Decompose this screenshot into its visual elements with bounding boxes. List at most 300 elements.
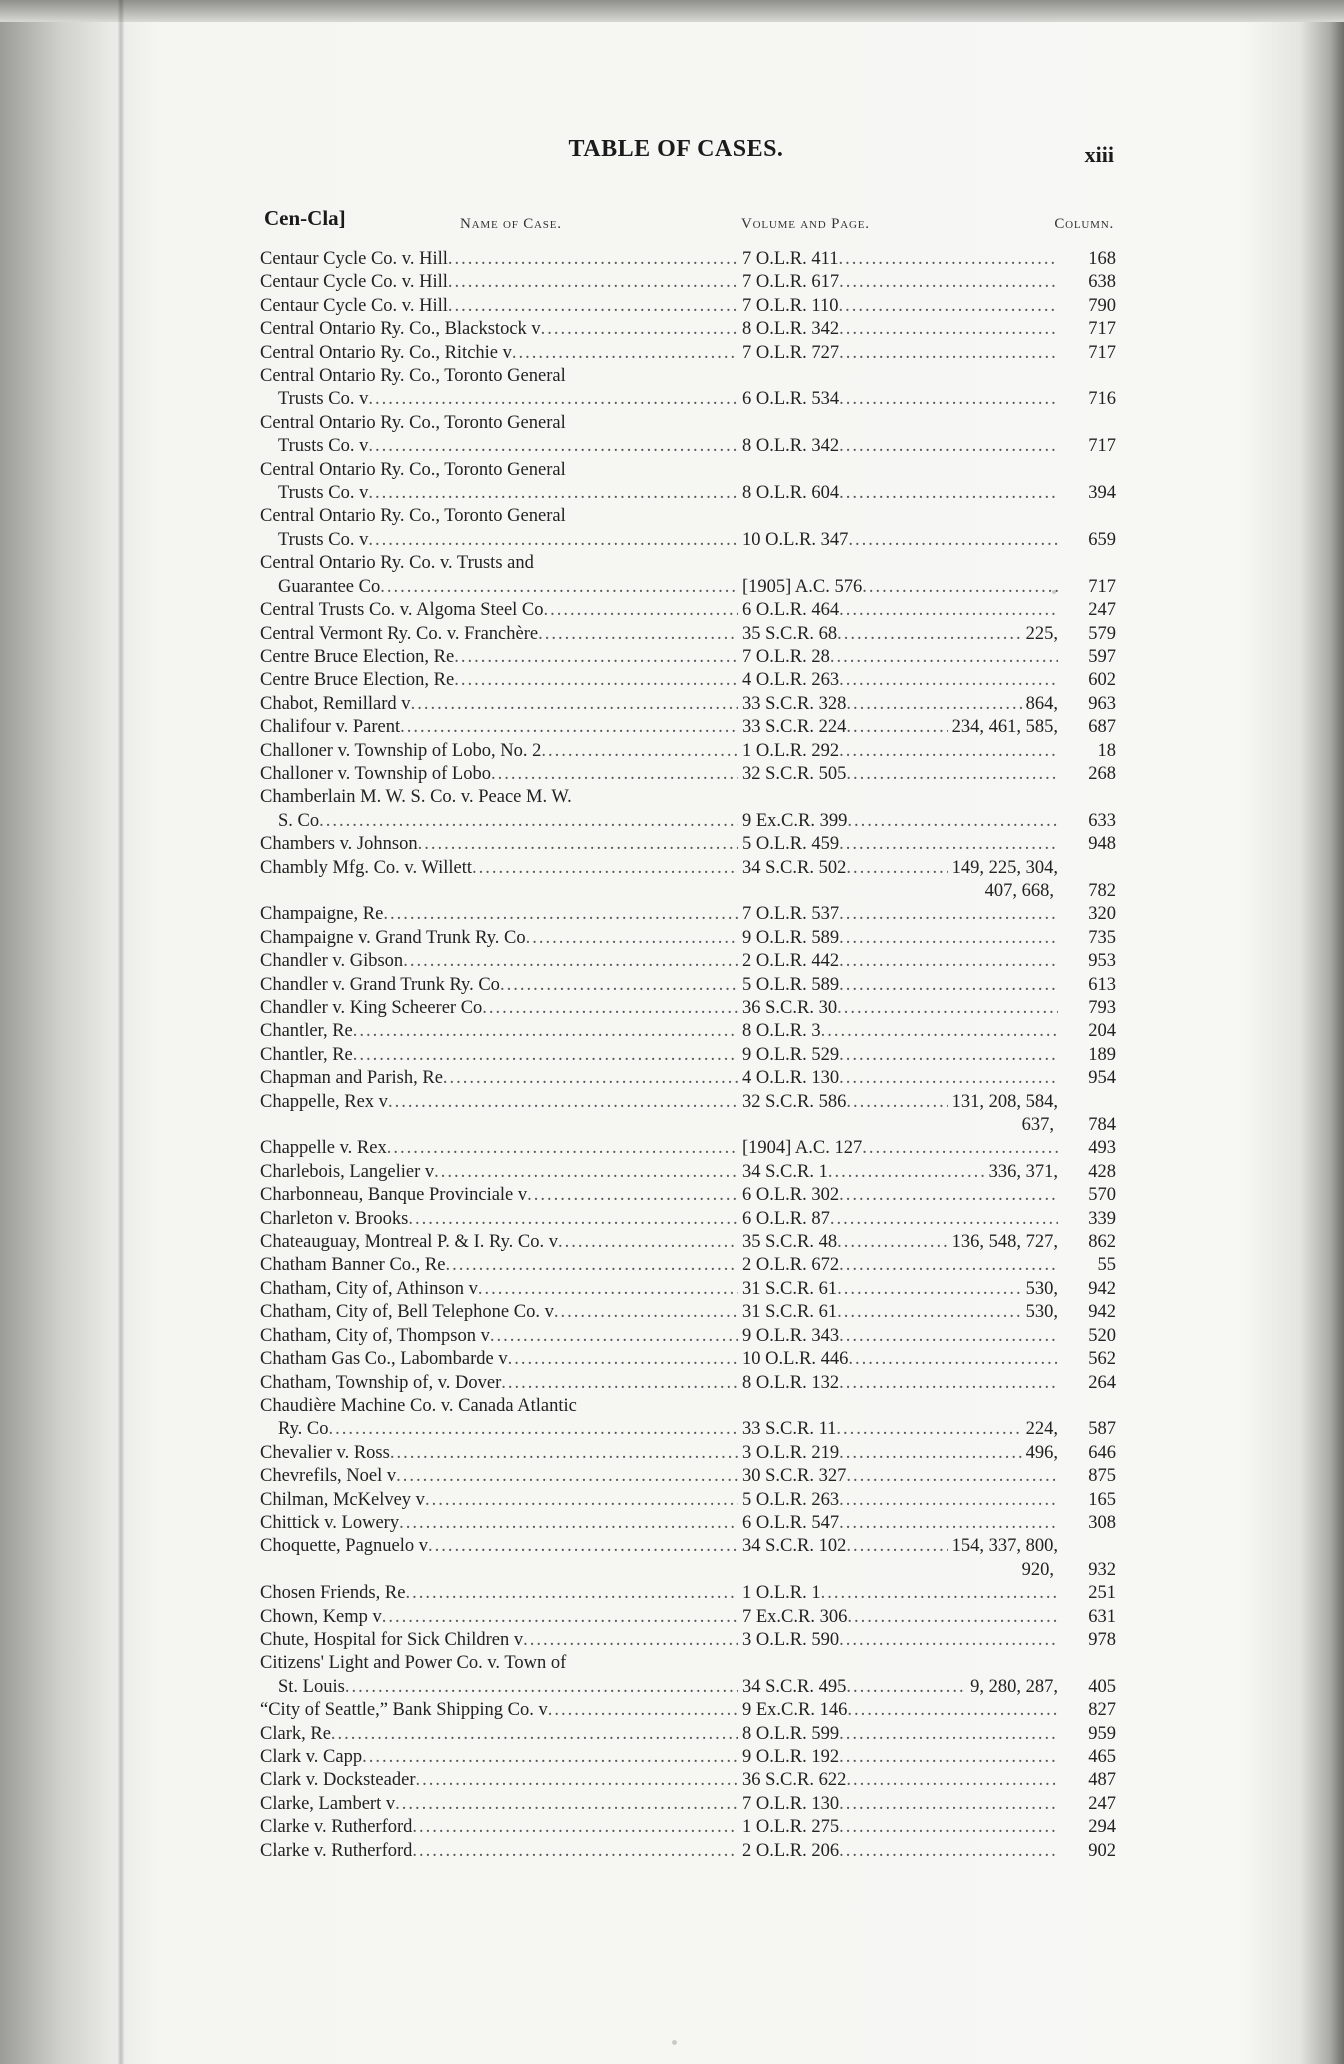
reference-main [742,1512,1058,1535]
reference-block [738,950,1116,973]
additional-columns: 530, [1025,1278,1058,1299]
volume-and-page: 8 O.L.R. 342 [742,436,840,457]
case-name-block [260,1395,738,1442]
reference-line [742,1465,1058,1488]
case-name-line [260,1793,738,1816]
case-name-cont-text: Trusts Co. v [278,529,369,550]
case-name-block [260,1606,738,1629]
additional-columns-continuation: 920, [1021,1559,1054,1580]
additional-columns: 9, 280, 287, [970,1676,1058,1697]
case-name-text: Clark, Re [260,1723,331,1744]
reference-main [742,927,1058,950]
reference-block [738,1067,1116,1090]
case-entry [236,927,1116,950]
case-entry [236,1489,1116,1512]
reference-block [738,1629,1116,1652]
reference-main [742,1816,1058,1839]
case-name-cont-text: Trusts Co. v [278,389,369,410]
reference-main [742,1746,1058,1769]
additional-columns: 225, [1025,623,1058,644]
reference-main [742,833,1058,856]
dot-leader [838,248,1058,271]
case-name-line [260,342,738,365]
dot-leader [839,1746,1058,1769]
reference-main [742,248,1058,271]
column-headers [236,202,1116,248]
dot-leader [472,858,738,878]
dot-leader [399,1513,738,1533]
column-number: 602 [1088,670,1116,691]
volume-and-page: 9 Ex.C.R. 146 [742,1700,848,1721]
dot-leader [839,1816,1058,1839]
volume-and-page: 8 O.L.R. 132 [742,1372,840,1393]
dot-leader [368,436,738,456]
volume-and-page: 34 S.C.R. 502 [742,857,847,878]
reference-main [742,646,1058,669]
case-name-block [260,623,738,646]
reference-line [742,1699,1058,1722]
dot-leader [554,1302,738,1322]
reference-main [742,974,1058,997]
reference-line [742,903,1058,926]
case-name-text: Chappelle v. Rex [260,1138,387,1159]
reference-block [738,1137,1116,1160]
case-entry [236,763,1116,786]
volume-and-page: 31 S.C.R. 61 [742,1278,838,1299]
case-name-text: Chatham Banner Co., Re [260,1255,446,1276]
column-number: 55 [1097,1255,1116,1276]
case-name-block [260,1699,738,1722]
column-number: 784 [1088,1115,1116,1136]
column-number: 717 [1088,342,1116,363]
reference-line [742,1489,1058,1512]
dot-leader [839,1184,1058,1207]
case-entry [236,693,1116,716]
case-name-text: Central Vermont Ry. Co. v. Franchère [260,623,539,644]
volume-and-page: 2 O.L.R. 672 [742,1255,840,1276]
case-name-line [260,459,738,482]
case-name-text: Clarke v. Rutherford [260,1817,413,1838]
case-entry [236,1184,1116,1207]
case-name-block [260,646,738,669]
case-name-cont-text: Ry. Co [278,1419,329,1440]
case-name-line [260,1723,738,1746]
dot-leader [839,318,1058,341]
case-name-continuation [260,435,738,458]
case-name-line [260,1325,738,1348]
dot-leader [382,1607,738,1627]
column-number: 168 [1088,249,1116,269]
case-name-block [260,903,738,926]
reference-block [738,318,1116,341]
reference-main [742,1254,1058,1277]
reference-main [742,1489,1058,1512]
volume-and-page: 9 O.L.R. 529 [742,1044,840,1065]
additional-columns: 496, [1025,1442,1058,1463]
reference-block [738,1582,1116,1605]
column-number: 717 [1088,576,1116,597]
column-number: 18 [1097,740,1116,761]
book-page [236,130,1116,1863]
reference-line [742,1769,1058,1792]
case-name-block [260,412,738,459]
column-number: 948 [1088,834,1116,855]
column-number: 613 [1088,974,1116,995]
case-name-line [260,1231,738,1254]
reference-block [738,1325,1116,1348]
column-number: 570 [1088,1185,1116,1206]
case-name-block [260,552,738,599]
dot-leader [353,1021,738,1041]
volume-and-page: [1905] A.C. 576 [742,576,863,597]
case-entry [236,1699,1116,1722]
reference-line [742,1254,1058,1277]
case-name-continuation [260,529,738,552]
case-name-line [260,1161,738,1184]
case-entry [236,505,1116,552]
case-entry [236,1254,1116,1277]
volume-and-page: 7 O.L.R. 28 [742,646,830,667]
dot-leader [362,1747,738,1767]
case-name-block [260,248,738,271]
case-name-block [260,833,738,856]
reference-block [738,903,1116,926]
reference-line [742,763,1058,786]
volume-and-page: 6 O.L.R. 302 [742,1185,840,1206]
case-entry [236,1091,1116,1138]
dot-leader [839,950,1058,973]
reference-block [738,1606,1116,1629]
column-number: 165 [1088,1489,1116,1510]
reference-main [742,1208,1058,1231]
case-name-block [260,505,738,552]
case-name-line [260,1020,738,1043]
volume-and-page: 34 S.C.R. 1 [742,1161,828,1182]
dot-leader [837,997,1058,1020]
additional-columns: 864, [1025,693,1058,714]
reference-line [742,1184,1058,1207]
case-name-text: Central Ontario Ry. Co., Ritchie v [260,342,512,363]
reference-main [742,576,1058,599]
case-name-block [260,1161,738,1184]
case-name-text: Clark v. Docksteader [260,1770,416,1791]
dot-leader [847,1606,1058,1629]
case-name-block [260,1372,738,1395]
volume-and-page: 9 O.L.R. 192 [742,1747,840,1767]
reference-block [738,1489,1116,1512]
case-name-continuation [260,482,738,505]
reference-line [742,997,1058,1020]
reference-line [742,810,1058,833]
case-entry [236,1067,1116,1090]
dot-leader [821,1020,1058,1043]
case-entry [236,1840,1116,1863]
reference-block [738,1091,1116,1138]
case-name-block [260,974,738,997]
case-name-block [260,1137,738,1160]
reference-line [742,342,1058,365]
case-entry [236,1606,1116,1629]
case-name-block [260,318,738,341]
dot-leader [839,1044,1058,1067]
column-number: 308 [1088,1512,1116,1533]
case-name-block [260,693,738,716]
case-name-block [260,1465,738,1488]
reference-line [742,1676,1058,1699]
reference-block [738,1465,1116,1488]
case-name-text: Choquette, Pagnuelo v [260,1536,429,1557]
reference-line [742,529,1058,552]
reference-block [738,388,1116,411]
volume-and-page: 9 O.L.R. 343 [742,1325,840,1346]
reference-main [742,1769,1058,1792]
reference-block [738,857,1116,904]
reference-main [742,388,1058,411]
volume-and-page: 4 O.L.R. 263 [742,670,840,691]
dot-leader [846,857,947,880]
dot-leader [448,249,738,269]
case-name-block [260,1652,738,1699]
volume-and-page: 3 O.L.R. 219 [742,1442,840,1463]
case-name-text: Centaur Cycle Co. v. Hill [260,272,448,293]
dot-leader [331,1724,738,1744]
additional-columns: 154, 337, 800, [951,1536,1058,1557]
column-number: 633 [1088,810,1116,831]
reference-main [742,1442,1058,1465]
case-name-text: Chute, Hospital for Sick Children v [260,1629,524,1650]
dot-leader [443,1068,738,1088]
case-entry [236,1816,1116,1839]
column-number: 493 [1088,1138,1116,1159]
dot-leader [839,1254,1058,1277]
reference-main [742,1372,1058,1395]
reference-main [742,1676,1058,1699]
column-number: 405 [1088,1676,1116,1697]
dot-leader [830,646,1058,669]
volume-and-page: 3 O.L.R. 590 [742,1629,840,1650]
case-name-text: Central Ontario Ry. Co., Toronto General [260,459,566,480]
case-name-line [260,318,738,341]
case-entry [236,1465,1116,1488]
case-name-line [260,1606,738,1629]
case-entry [236,857,1116,904]
reference-block [738,482,1116,505]
dot-leader [839,903,1058,926]
reference-main [742,857,1058,904]
case-name-text: Challoner v. Township of Lobo [260,763,491,784]
column-number: 638 [1088,272,1116,293]
reference-block [738,974,1116,997]
reference-line [742,1161,1058,1184]
case-entry [236,1208,1116,1231]
case-name-block [260,1020,738,1043]
volume-and-page: 8 O.L.R. 604 [742,483,840,504]
reference-block [738,1208,1116,1231]
reference-block [738,669,1116,692]
case-name-block [260,1840,738,1863]
case-name-cont-text: St. Louis [278,1676,345,1697]
case-name-text: Chittick v. Lowery [260,1512,400,1533]
case-name-block [260,1769,738,1792]
case-name-line [260,1395,738,1418]
volume-and-page: 7 O.L.R. 110 [742,295,839,316]
reference-line [742,1137,1058,1160]
reference-block [738,1512,1116,1535]
reference-main [742,1301,1058,1324]
case-name-line [260,248,738,271]
running-head [236,130,1116,172]
reference-block [738,997,1116,1020]
case-name-block [260,1067,738,1090]
reference-block [738,599,1116,622]
case-name-block [260,1489,738,1512]
reference-block [738,1372,1116,1395]
reference-block [738,927,1116,950]
additional-columns: 336, 371, [988,1161,1058,1182]
case-entry [236,1044,1116,1067]
case-name-line [260,997,738,1020]
dot-leader [830,1208,1058,1231]
dot-leader [839,1372,1058,1395]
case-name-line [260,1652,738,1675]
dot-leader [839,833,1058,856]
column-number: 717 [1088,436,1116,457]
volume-and-page: 32 S.C.R. 505 [742,763,847,784]
reference-block [738,1301,1116,1324]
case-name-line [260,833,738,856]
reference-line [742,271,1058,294]
case-name-text: Central Ontario Ry. Co., Toronto General [260,506,566,527]
reference-main [742,1020,1058,1043]
case-name-text: Champaigne v. Grand Trunk Ry. Co [260,927,526,948]
case-name-text: Champaigne, Re [260,904,384,925]
alphabetical-range: Cen-Cla] [264,206,346,230]
dot-leader [839,1840,1058,1863]
reference-main [742,1067,1058,1090]
case-name-text: Centre Bruce Election, Re [260,646,455,667]
dot-leader [839,435,1058,458]
dot-leader [541,319,738,339]
reference-line [742,1582,1058,1605]
additional-columns: 224, [1025,1419,1058,1440]
column-number: 268 [1088,763,1116,784]
case-name-cont-text: Trusts Co. v [278,436,369,457]
column-number: 659 [1088,529,1116,550]
reference-main [742,763,1058,786]
case-name-block [260,1442,738,1465]
case-entry [236,833,1116,856]
case-entry [236,412,1116,459]
case-name-block [260,1208,738,1231]
reference-block [738,1254,1116,1277]
case-name-line [260,1582,738,1605]
dot-leader [839,271,1058,294]
case-name-text: Challoner v. Township of Lobo, No. 2 [260,740,542,761]
volume-and-page: 2 O.L.R. 206 [742,1840,840,1861]
case-entry [236,295,1116,318]
column-number: 782 [1088,880,1116,901]
dot-leader [839,740,1058,763]
dot-leader [454,670,738,690]
case-name-block [260,1301,738,1324]
case-entry [236,1723,1116,1746]
reference-block [738,1278,1116,1301]
reference-main [742,669,1058,692]
volume-and-page: 9 O.L.R. 589 [742,927,840,948]
case-name-text: Chatham Gas Co., Labombarde v [260,1349,508,1370]
reference-line [742,599,1058,622]
reference-line [742,1793,1058,1816]
reference-line [742,1278,1058,1301]
dot-leader [847,810,1058,833]
case-name-block [260,740,738,763]
reference-block [738,623,1116,646]
case-name-block [260,716,738,739]
column-number: 793 [1088,998,1116,1018]
case-entry [236,786,1116,833]
reference-line [742,1535,1058,1558]
case-entry [236,1769,1116,1792]
reference-line [742,1020,1058,1043]
case-name-block [260,786,738,833]
column-number: 320 [1088,904,1116,925]
dot-leader [434,1162,738,1182]
case-name-text: Chaudière Machine Co. v. Canada Atlantic [260,1395,577,1416]
case-entry [236,599,1116,622]
volume-and-page: 7 O.L.R. 727 [742,342,840,363]
dot-leader [548,1700,738,1720]
volume-and-page: 6 O.L.R. 547 [742,1512,840,1533]
case-name-text: Chatham, City of, Athinson v [260,1278,478,1299]
dot-leader [408,1209,738,1229]
case-name-line [260,1254,738,1277]
reference-main [742,623,1058,646]
case-name-text: Chevalier v. Ross [260,1442,390,1463]
dot-leader [368,530,738,550]
reference-main [742,1840,1058,1863]
case-name-line [260,599,738,622]
case-entry [236,318,1116,341]
column-number: 251 [1088,1583,1116,1604]
dot-leader [527,1185,738,1205]
case-name-line [260,1044,738,1067]
case-name-block [260,295,738,318]
case-name-text: Clarke, Lambert v [260,1793,396,1814]
volume-and-page: 36 S.C.R. 30 [742,998,838,1018]
ink-speck [672,2040,677,2045]
case-name-text: Chosen Friends, Re [260,1583,406,1604]
case-name-block [260,1512,738,1535]
reference-block [738,576,1116,599]
case-name-line [260,271,738,294]
dot-leader [839,1325,1058,1348]
reference-line [742,1325,1058,1348]
case-entry [236,974,1116,997]
reference-block [738,435,1116,458]
reference-line [742,1044,1058,1067]
reference-line [742,1840,1058,1863]
case-name-text: Charlebois, Langelier v [260,1161,435,1182]
column-header-name: Name of Case. [460,216,562,232]
dot-leader [538,624,738,644]
reference-main [742,482,1058,505]
dot-leader [848,1348,1058,1371]
volume-and-page: 7 O.L.R. 411 [742,249,839,269]
reference-block [738,1793,1116,1816]
reference-main [742,903,1058,926]
column-number: 339 [1088,1208,1116,1229]
case-name-line [260,1840,738,1863]
